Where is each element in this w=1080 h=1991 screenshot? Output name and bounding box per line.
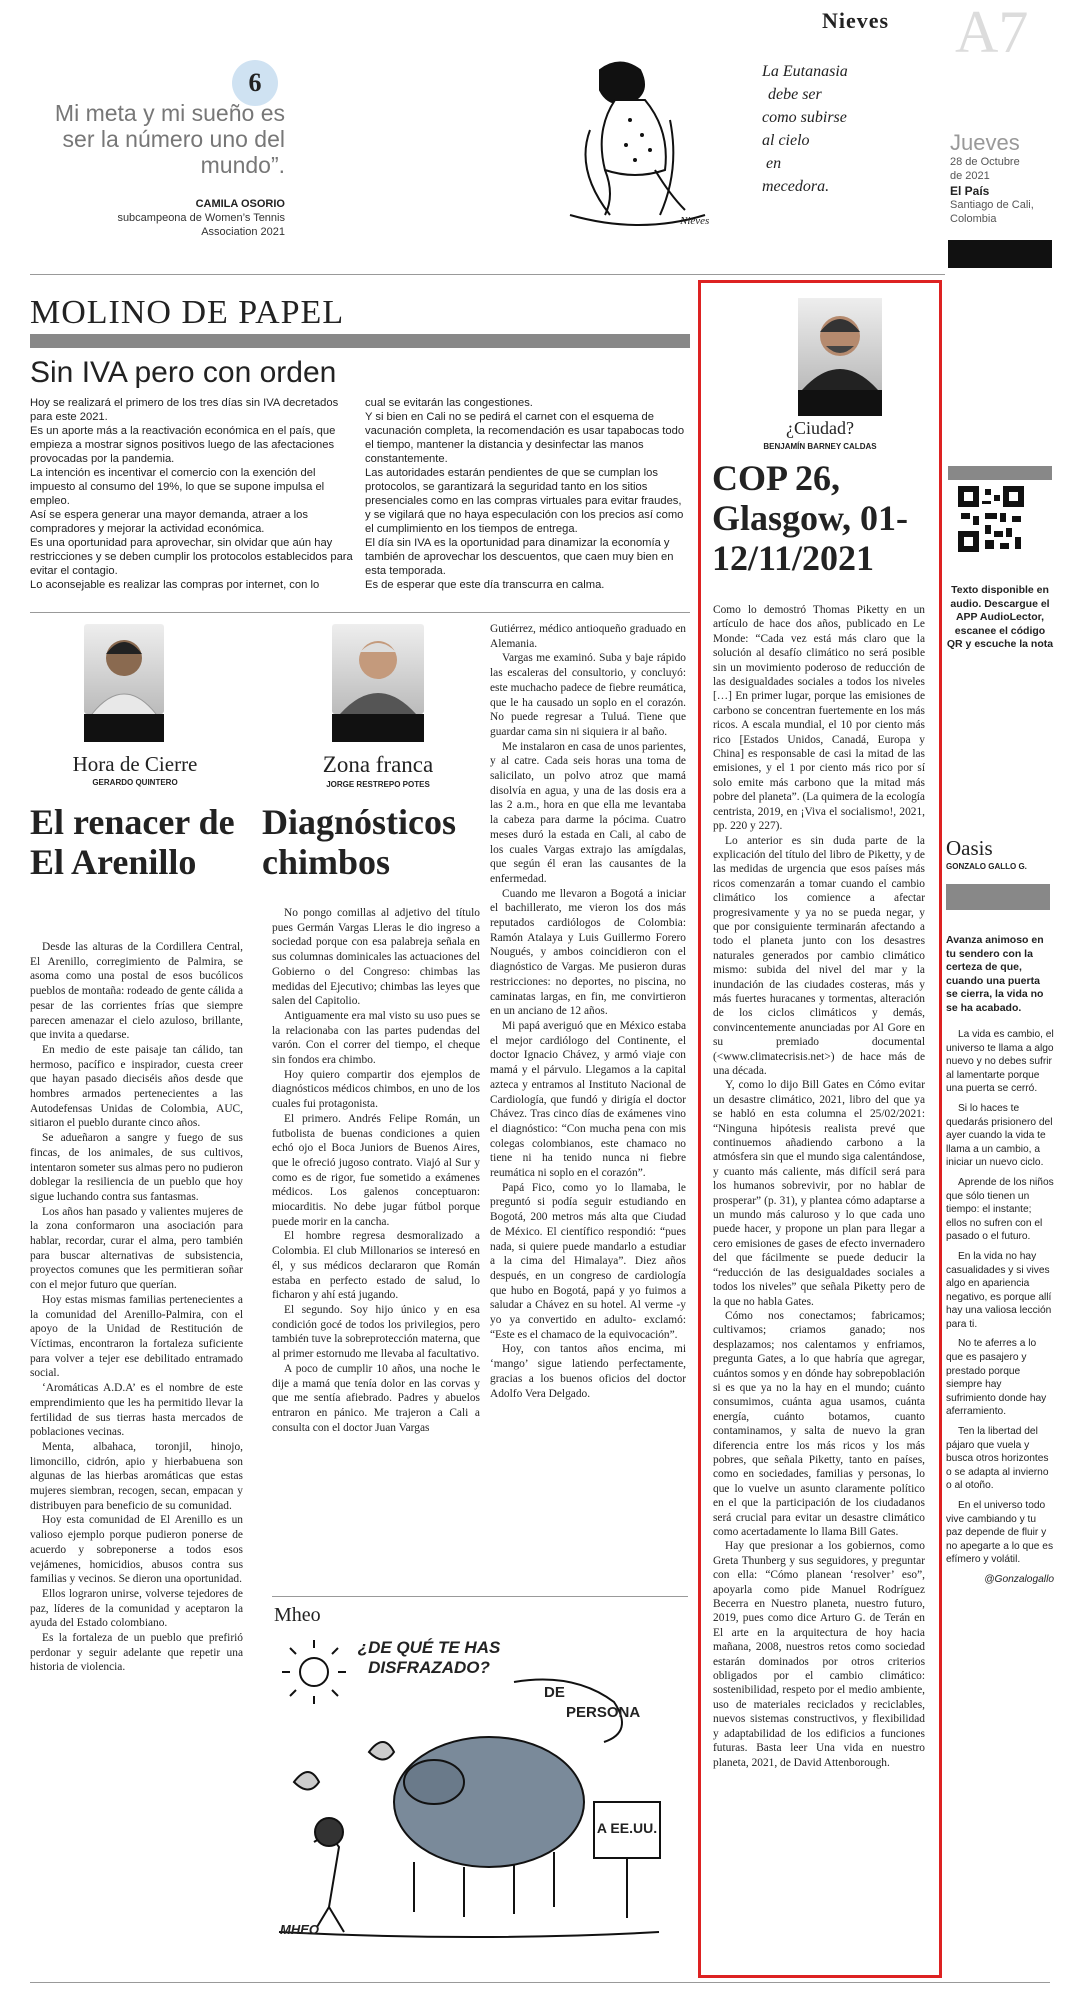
molino-para: Las autoridades estarán pendientes de que se cumplan los protocolos, se garantizará la seguridad tanto en los sitios presenciales como en las compras virtuales para evitar fraudes, y se vigilará que no haya especulación con los precios así como el cumplimiento en los tiempos de entrega. <box>365 467 684 535</box>
mheo-cartoon <box>274 1632 670 1950</box>
cartoon-caption <box>762 60 848 198</box>
oasis-paragraph: No te aferres a lo que es pasajero y prestado porque siempre hay sufrimiento donde hay aferramiento. <box>946 1338 1047 1418</box>
quote-role-2: Association 2021 <box>201 226 285 238</box>
quote-author: CAMILA OSORIO <box>195 198 285 210</box>
molino-divider <box>30 612 690 613</box>
column-section-zona-franca: Zona franca <box>322 752 434 777</box>
author-photo-barney <box>798 298 882 390</box>
caption-line: como subirse <box>762 109 847 126</box>
molino-headline: Sin IVA pero con orden <box>30 356 337 389</box>
date-black-bar <box>948 240 1052 268</box>
column-section-oasis: Oasis <box>946 836 993 860</box>
mheo-signature: MHEO <box>280 1922 319 1937</box>
body-paragraph: Hay que presionar a los gobiernos, como Greta Thunberg y sus seguidores, y preguntar con ella: “Cómo planean ‘resolver’ eso”, apoyarla como pide Manuel Rodríguez Becerra en Nuestro planeta, nuestro futuro, 2019, pues como dice Arturo G. de Terán en El arte en la arquitectura de hoy hacia mañana, 2008, nuestros retos como sociedad estarán dominados por otros criterios obligados por el cambio climático: sostenibilidad, respeto por el medio ambiente, uso de materiales reciclados y reciclables, nuevos sistemas constructivos, y flexibilidad y adaptabilidad de los edificios a funciones futuras. Basta leer Una vida en nuestro planeta, 2021, de David Attenborough. <box>713 1540 925 1769</box>
quote-number: 6 <box>248 68 262 97</box>
oasis-paragraph: La vida es cambio, el universo te llama a algo nuevo y no debes sufrir al lamentarte porque una puerta se cerró. <box>946 1029 1054 1095</box>
mheo-label-persona: PERSONA <box>566 1704 641 1721</box>
caption-line: mecedora. <box>762 178 830 195</box>
audio-text: Texto disponible en audio. Descargue el APP AudioLector, escanee el código QR y escuche la nota <box>946 584 1054 650</box>
cartoon-signature: Nieves <box>680 215 710 227</box>
molino-para: El día sin IVA es la oportunidad para dinamizar la economía y también de aprovechar los descuentos, que caen muy bien en esta temporada. <box>365 537 674 577</box>
headline-cop26: COP 26, Glasgow, 01-12/11/2021 <box>712 458 909 578</box>
article-body-b <box>272 906 480 1435</box>
oasis-paragraph: En la vida no hay casualidades y si vives algo en apariencia negativo, es porque allí hay una valiosa lección para ti. <box>946 1250 1052 1330</box>
date-line-2: de 2021 <box>950 170 990 182</box>
photo-black-bar <box>84 714 164 742</box>
body-paragraph: Ellos lograron unirse, volverse tejedores de paz, líderes de la comunidad y aceptaron la ayuda del Estado colombiano. <box>30 1587 243 1630</box>
molino-para: Así se espera generar una mayor demanda, atraer a los compradores y mejorar la actividad económica. <box>30 509 308 535</box>
date-line-1: 28 de Octubre <box>950 156 1020 168</box>
body-paragraph: Vargas me examinó. Suba y baje rápido las escaleras del consultorio, y concluyó: este muchacho padece de fiebre reumática, que le ha causado un soplo en el corazón. No puede regresar a Tuluá. Tiene que guardar cama sin ni siquiera ir al baño. <box>490 652 686 738</box>
body-paragraph: Hoy, con tantos años encima, mi ‘mango’ sigue latiendo perfectamente, gracias a los buenos oficios del doctor Adolfo Vera Delgado. <box>490 1343 686 1400</box>
body-paragraph: No pongo comillas al adjetivo del título pues Germán Vargas Lleras le dio ingreso a sociedad porque con esa palabreja señala en sus columnas dominicales las actuaciones del Gobierno o del Congreso: chimbas las medidas del Ejecutivo; chimbas las leyes que salen del Capitolio. <box>272 907 480 1008</box>
audio-grey-bar <box>948 466 1052 480</box>
body-paragraph: Desde las alturas de la Cordillera Central, El Arenillo, corregimiento de Palmira, se asoma como una postal de esos bucólicos pueblos de montaña: rodeado de gente cálida a pesar de las corrientes frías que siempre parecen amenazar el cielo azuloso, brillante, que invita a quedarse. <box>30 941 243 1042</box>
body-paragraph: Es la fortaleza de un pueblo que prefirió perdonar y seguir adelante que repetir una historia de violencia. <box>30 1632 243 1674</box>
molino-para: Hoy se realizará el primero de los tres días sin IVA decretados para este 2021. <box>30 397 339 423</box>
article-body-ciudad <box>713 603 925 1770</box>
rocking-chair-cartoon <box>560 50 710 230</box>
column-section-ciudad: ¿Ciudad? <box>786 418 854 438</box>
column-author-restrepo: JORGE RESTREPO POTES <box>326 780 430 789</box>
photo-black-bar <box>798 390 882 416</box>
city-line-1: Santiago de Cali, <box>950 199 1034 211</box>
body-paragraph: Antiguamente era mal visto su uso pues se la relacionaba con las partes pudendas del varón. Con el correr del tiempo, el cheque sin fondos era chimbo. <box>272 1009 480 1067</box>
oasis-body <box>946 1028 1054 1587</box>
mheo-speech-bubble: ¿DE QUÉ TE HAS DISFRAZADO? <box>357 1638 501 1677</box>
molino-para: Es un aporte más a la reactivación económica en el país, que empieza a mostrar signos positivos luego de las afectaciones provocadas por la pandemia. <box>30 425 336 465</box>
body-paragraph: Me instalaron en casa de unos parientes, y al catre. Cada seis horas una toma de salicilato, un polvo atroz que mamá disolvía en agua, y una de las dosis era a las 2 a.m., hora en que ella me levantaba la cabeza para darme la pócima. Cuatro meses duró la estada en Cali, al cabo de los cuales Vargas extrajo las amígdalas, que según él eran las causantes de la enfermedad. <box>490 740 686 885</box>
body-paragraph: Como lo demostró Thomas Piketty en un artículo de hace dos años, publicado en Le Monde: “Cada vez está más claro que la solución al desafío climático no será posible sin un movimiento poderoso de reducción de las desigualdades sociales a todos los niveles […] En primer lugar, porque las emisiones de carbono se concentran fuertemente en los más ricos. A escala mundial, el 10 por ciento más rico [Estados Unidos, Canadá, Europa y China] es responsable de casi la mitad de las emisiones, y el 1 por ciento más rico por sí solo emite más carbono que la mitad más pobre del planeta”. (La quimera de la ecología centrista, 2019, en ¡Viva el socialismo!, 2021, pp. 220 y 227). <box>713 604 925 833</box>
bottom-divider <box>30 1982 1050 1983</box>
body-paragraph: El hombre regresa desmoralizado a Colombia. El club Millonarios se interesó en él, y sus médicos declararon que Román estaba en perfecto estado de salud, lo ficharon y ahí está jugando. <box>272 1230 480 1302</box>
column-author-barney: BENJAMÍN BARNEY CALDAS <box>763 442 877 451</box>
qr-code[interactable] <box>958 486 1024 552</box>
page-number: A7 <box>955 0 1029 65</box>
molino-col-1 <box>30 396 356 592</box>
molino-para: La intención es incentivar el comercio con la exención del impuesto al consumo del 19%, lo que se supone impulsa el empleo. <box>30 467 325 507</box>
oasis-handle[interactable]: @Gonzalogallo <box>984 1573 1054 1585</box>
molino-para: Es una oportunidad para aprovechar, sin olvidar que aún hay restricciones y se deben cumplir los protocolos establecidos para evitar el contagio. <box>30 537 353 577</box>
mheo-sign: A EE.UU. <box>596 1820 658 1836</box>
molino-col-2 <box>365 396 690 592</box>
body-paragraph: En medio de este paisaje tan cálido, tan hermoso, pacífico e inspirador, cuesta creer que hayan pasado dieciséis años desde que hombres armados pertenecientes a las Autodefensas Unidas de Colombia, AUC, sitiaron el pueblo durante cinco años. <box>30 1043 243 1130</box>
oasis-paragraph: En el universo todo vive cambiando y tu paz depende de fluir y no apegarte a lo que es efímero y volátil. <box>946 1500 1054 1566</box>
molino-grey-bar <box>30 334 690 348</box>
oasis-paragraph: Ten la libertad del pájaro que vuela y busca otros horizontes o se adapta al invierno o al otoño. <box>946 1426 1049 1492</box>
body-paragraph: Papá Fico, como yo lo llamaba, le preguntó si podía seguir estudiando en Bogotá, 200 metros más alta que Ciudad de México. El científico respondió: “pues nada, si quiere puede mandarlo a estudiar a la cima del Himalaya”. Diez años después, en un congreso de cardiología que hubo en Bogotá, papá y yo fuimos a saludar a Chávez en su hotel. Al verme -y yo ya convertido en adulto- exclamó: “Este es el chamaco de la equivocación”. <box>490 1181 686 1341</box>
body-paragraph: ‘Aromáticas A.D.A’ es el nombre de este emprendimiento que les ha permitido llevar la fertilidad de sus tierras hasta mercados de poblaciones vecinas. <box>30 1382 243 1439</box>
oasis-paragraph: Aprende de los niños que sólo tienen un tiempo: el instante; ellos no sufren con el pasado o el futuro. <box>946 1176 1054 1243</box>
mheo-divider <box>272 1596 688 1597</box>
top-divider <box>30 274 945 275</box>
molino-para: Y si bien en Cali no se pedirá el carnet con el esquema de vacunación completa, la recomendación es usar tapabocas todo el tiempo, mantener la distancia y desinfectar las manos constantemente. <box>365 411 685 465</box>
mheo-title: Mheo <box>274 1604 321 1626</box>
oasis-lead: Avanza animoso en tu sendero con la certeza de que, cuando una puerta se cierra, la vida no se ha acabado. <box>946 934 1044 1014</box>
body-paragraph: Mi papá averiguó que en México estaba el mejor cardiólogo del Continente, el doctor Ignacio Chávez, y armó viaje con mamá y el párvulo. Llegamos a la capital azteca y entramos al Instituto Nacional de Cardiología, que fundó y dirigía el doctor Chávez. Tras cinco días de exámenes vino el diagnóstico: “Con mucha pena con mis colegas colombianos, este chamaco no tiene ni ha tenido nunca ni fiebre reumática ni soplo en el corazón”. <box>490 1019 686 1180</box>
city-line-2: Colombia <box>950 213 997 225</box>
section-name: Nieves <box>822 8 890 33</box>
author-photo-quintero <box>84 624 164 714</box>
quote-text: Mi meta y mi sueño es ser la número uno del mundo”. <box>54 100 285 178</box>
oasis-grey-bar <box>946 884 1050 910</box>
body-paragraph: El primero. Andrés Felipe Román, un futbolista de buenas condiciones a quien echó ojo el Boca Juniors de Buenos Aires, que le ofreció jugoso contrato. Viajó al Sur y como es de rigor, fue sometido a exámenes médicos. Los galenos conceptuaron: miocarditis. No debe jugar fútbol porque puede morir en la cancha. <box>272 1112 480 1228</box>
body-paragraph: Cuando me llevaron a Bogotá a iniciar el bachillerato, me vieron los dos más reputados cardiólogos de Colombia: Ramón Atalaya y Luis Guillermo Forero Nougués, y ambos coincidieron con el diagnóstico de Vargas. Me pusieron duras restricciones: no deportes, no piscina, no caminatas largas, en fin, me convirtieron en un anciano de 12 años. <box>490 887 686 1018</box>
molino-section-title: MOLINO DE PAPEL <box>30 294 345 331</box>
column-author-quintero: GERARDO QUINTERO <box>92 778 178 787</box>
body-paragraph: Lo anterior es sin duda parte de la explicación del título del libro de Piketty, y de las medidas de urgencia que esos países más ricos comenzarán a tomar cuando el cambio climático los comience a afectar progresivamente y ya no se pueda negar, y que por consiguiente terminarán afectando a todo el planeta junto con los desastres naturales generados por cambio climático mismo: subida del nivel del mar y la inundación de las ciudades costeras, más y más fuertes huracanes y tormentas, alteración de los ciclos climáticos y demás, convincentemente anunciadas por Al Gore en su premiado documental (<www.climatecrisis.net>) de hace más de una década. <box>713 834 925 1077</box>
body-paragraph: Hoy esta comunidad de El Arenillo es un valioso ejemplo porque pudieron ponerse de acuerdo y sobreponerse a todos esos vejámenes, homicidios, abusos contra sus familias y vecinos. Se dieron una oportunidad. <box>30 1514 243 1586</box>
body-paragraph: Hoy quiero compartir dos ejemplos de diagnósticos médicos chimbos, en uno de los cuales fui protagonista. <box>272 1068 480 1111</box>
column-section-hora-de-cierre: Hora de Cierre <box>72 752 198 776</box>
body-paragraph: Los años han pasado y valientes mujeres de la zona conformaron una asociación para hablar, recordar, curar el alma, pero también para buscar alternativas de subsistencia, proyectos comunes que les permitieran soñar con el mejor futuro que querían. <box>30 1205 243 1292</box>
weekday: Jueves <box>950 130 1020 155</box>
photo-black-bar <box>332 714 424 742</box>
caption-line: al cielo <box>762 132 810 149</box>
body-paragraph: Gutiérrez, médico antioqueño graduado en Alemania. <box>490 623 686 650</box>
molino-para: Lo aconsejable es realizar las compras por internet, con lo <box>30 579 320 591</box>
article-body-a <box>30 940 243 1675</box>
body-paragraph: Y, como lo dijo Bill Gates en Cómo evitar un desastre climático, 2021, libro del que ya se habló en esta columna el 25/02/2021: “Ninguna hipótesis realista prevé que continuemos añadiendo carbono a la atmósfera sin que el mundo siga calentándose, y cuanto más caliente, más difícil será para los humanos sobrevivir, por no hablar de prosperar” (p. 31), y plantea cómo adaptarse a un mundo más caluroso y lo que cada uno puede hacer, y propone un plan para llegar a cero emisiones de gases de efecto invernadero del que fácilmente se puede deducir la “reducción de las desigualdades sociales a todos los niveles” que señala Piketty pero de la que no habla Gates. <box>713 1079 925 1308</box>
mheo-label-de: DE <box>544 1684 565 1701</box>
quote-role-1: subcampeona de Women’s Tennis <box>117 212 285 224</box>
headline-el-renacer: El renacer de El Arenillo <box>30 802 235 882</box>
body-paragraph: Cómo nos conectamos; fabricamos; cultivamos; criamos ganado; nos desplazamos; nos calentamos y enfriamos, pregunta Gates, a lo que habría que agregar, cuántos somos y en dónde hay sobrepoblación si es que ya no la hay en el mundo; cuánto consumimos, cuánta agua usamos, cuánta energía, cuánto botamos, cuanto contaminamos, y salta de nuevo la gran diferencia entre los más ricos y los más pobres, que señala Piketty, tanto en países, como en sociedades, familias y personas, lo que lo vuelve un asunto claramente político en el que la participación de los ciudadanos será crucial para evitar un desastre climático como acertadamente lo llama Bill Gates. <box>713 1309 925 1538</box>
caption-line: en <box>766 155 782 172</box>
body-paragraph: Se adueñaron a sangre y fuego de sus fincas, de los animales, de sus cultivos, intentaron someter sus almas pero no pudieron doblegar la resiliencia de un pueblo que hoy sigue luchando contra sus fantasmas. <box>30 1132 243 1203</box>
newspaper-name: El País <box>950 184 990 198</box>
body-paragraph: Hoy estas mismas familias pertenecientes a la comunidad del Arenillo-Palmira, con el apoyo de la Unidad de Restitución de Víctimas, encontraron la fortaleza suficiente para volver a tejer ese debilitado entramado social. <box>30 1293 243 1380</box>
oasis-paragraph: Si lo haces te quedarás prisionero del ayer cuando la vida te llama a un cambio, a iniciar un nuevo ciclo. <box>946 1102 1053 1169</box>
body-paragraph: El segundo. Soy hijo único y en esa condición gocé de todos los privilegios, pero también tuve la sobreprotección materna, que al primer estornudo me llevaba al facultativo. <box>272 1303 480 1361</box>
molino-para: cual se evitarán las congestiones. <box>365 397 533 409</box>
body-paragraph: A poco de cumplir 10 años, una noche le dije a mamá que tenía dolor en las corvas y que me sentía afiebrado. Padres y abuelos entraron en pánico. Me trajeron a Cali a consulta con el doctor Juan Vargas <box>272 1362 480 1434</box>
molino-para: Es de esperar que este día transcurra en calma. <box>365 579 605 591</box>
headline-diagnosticos: Diagnósticos chimbos <box>262 802 457 882</box>
body-paragraph: Menta, albahaca, toronjil, hinojo, limoncillo, cidrón, apio y hierbabuena son algunas de las hierbas aromáticas que estas mujeres siembran, recogen, secan, empacan y distribuyen para beneficio de su comunidad. <box>30 1440 243 1512</box>
author-photo-restrepo <box>332 624 424 714</box>
article-body-b-continued <box>490 622 686 1401</box>
column-author-gallo: GONZALO GALLO G. <box>946 862 1027 871</box>
caption-line: debe ser <box>768 86 822 103</box>
caption-line: La Eutanasia <box>762 63 848 80</box>
